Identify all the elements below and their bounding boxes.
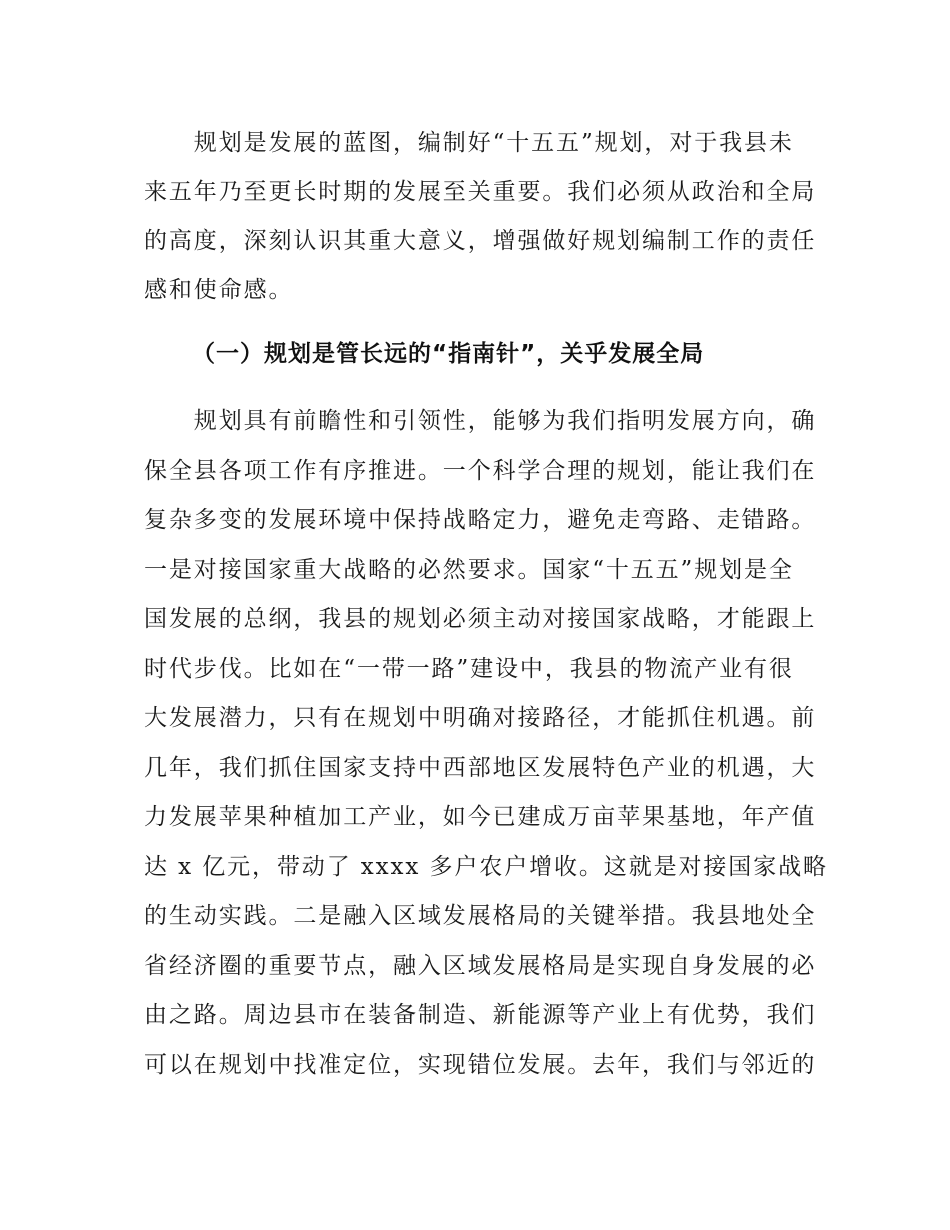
paragraph-2-line-4: 一是对接国家重大战略的必然要求。国家“十五五”规划是全 [144,557,794,583]
paragraph-2-line-13: 由之路。周边县市在装备制造、新能源等产业上有优势，我们 [144,1002,817,1028]
paragraph-1-line-1: 规划是发展的蓝图，编制好“十五五”规划，对于我县未 [144,130,794,156]
paragraph-1-line-2: 来五年乃至更长时期的发展至关重要。我们必须从政治和全局 [144,179,817,205]
paragraph-2-line-9: 力发展苹果种植加工产业，如今已建成万亩苹果基地，年产值 [144,804,817,830]
paragraph-2-line-8: 几年，我们抓住国家支持中西部地区发展特色产业的机遇，大 [144,755,817,781]
paragraph-2-line-12: 省经济圈的重要节点，融入区域发展格局是实现自身发展的必 [144,953,817,979]
paragraph-2-line-6: 时代步伐。比如在“一带一路”建设中，我县的物流产业有很 [144,656,794,682]
paragraph-1-line-3: 的高度，深刻认识其重大意义，增强做好规划编制工作的责任 [144,228,817,254]
paragraph-2-line-2: 保全县各项工作有序推进。一个科学合理的规划，能让我们在 [144,458,817,484]
paragraph-2-line-14: 可以在规划中找准定位，实现错位发展。去年，我们与邻近的 [144,1052,817,1078]
section-heading-1: （一）规划是管长远的“指南针”，关乎发展全局 [192,341,705,367]
paragraph-2-line-5: 国发展的总纲，我县的规划必须主动对接国家战略，才能跟上 [144,606,817,632]
paragraph-2-line-10: 达 x 亿元，带动了 xxxx 多户农户增收。这就是对接国家战略 [144,854,828,880]
paragraph-2-line-7: 大发展潜力，只有在规划中明确对接路径，才能抓住机遇。前 [144,705,817,731]
paragraph-2-line-11: 的生动实践。二是融入区域发展格局的关键举措。我县地处全 [144,903,817,929]
paragraph-2-line-1: 规划具有前瞻性和引领性，能够为我们指明发展方向，确 [144,408,817,434]
paragraph-2-line-3: 复杂多变的发展环境中保持战略定力，避免走弯路、走错路。 [144,507,817,533]
paragraph-1-line-4: 感和使命感。 [144,277,294,303]
